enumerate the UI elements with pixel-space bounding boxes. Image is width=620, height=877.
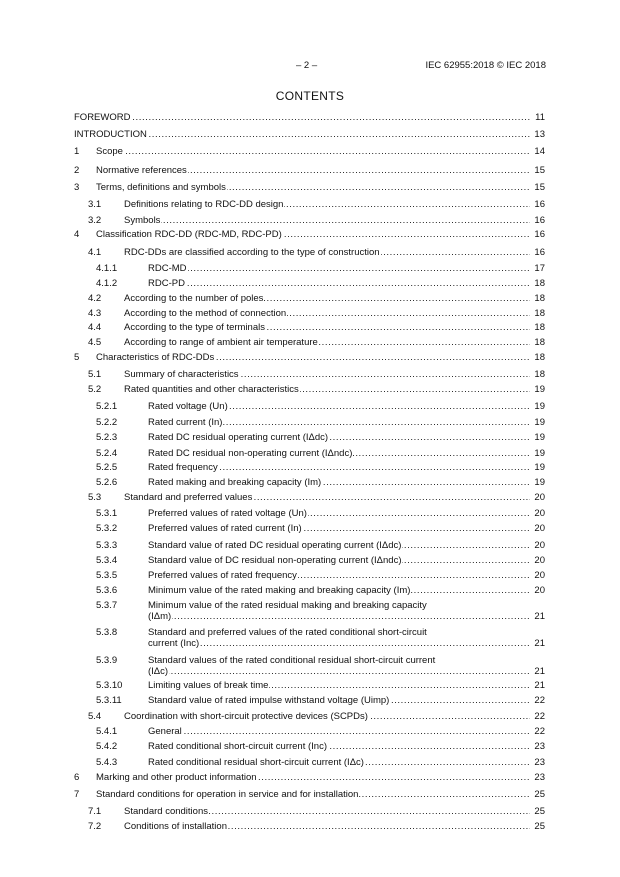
toc-entry-number: 3.1 — [88, 199, 102, 210]
toc-entry-number: 5.2.4 — [96, 448, 118, 459]
toc-entry-page: 23 — [529, 741, 545, 752]
toc-entry-title: Marking and other product information — [96, 772, 257, 783]
toc-entry-title: Rated quantities and other characteristics — [124, 384, 299, 395]
toc-entry-title: Standard values of the rated conditional residual short-circuit current — [148, 655, 436, 666]
toc-entry-title: Summary of characteristics — [124, 369, 239, 380]
toc-entry-page: 18 — [529, 369, 545, 380]
toc-entry-number: 5.2.5 — [96, 462, 118, 473]
toc-entry-number: 7 — [74, 789, 80, 800]
toc-entry-page: 23 — [529, 757, 545, 768]
toc-entry-title: current (Inc) — [148, 638, 200, 649]
toc-entry-number: 4.4 — [88, 322, 102, 333]
toc-entry-number: 5.3.4 — [96, 555, 118, 566]
toc-entry-title: RDC-DDs are classified according to the type of construction — [124, 247, 380, 258]
toc-entry-title: Rated frequency — [148, 462, 218, 473]
toc-entry-number: 4 — [74, 229, 80, 240]
toc-entry-page: 17 — [529, 263, 545, 274]
toc-entry-title: Standard value of rated DC residual operating current (IΔdc) — [148, 540, 402, 551]
toc-entry-number: 5.4.1 — [96, 726, 118, 737]
toc-entry-title: FOREWORD — [74, 112, 131, 123]
toc-entry-title: INTRODUCTION — [74, 129, 147, 140]
toc-entry-number: 5.3.6 — [96, 585, 118, 596]
toc-entry-title: Standard value of rated impulse withstand voltage (Uimp) — [148, 695, 390, 706]
toc-entry-title: Rated making and breaking capacity (Im) — [148, 477, 322, 488]
toc-entry-number: 5.2.6 — [96, 477, 118, 488]
toc-entry-title: Scope — [96, 146, 123, 157]
toc-entry-title: Preferred values of rated frequency — [148, 570, 297, 581]
toc-entry-page: 25 — [529, 789, 545, 800]
toc-entry-title: According to the number of poles — [124, 293, 264, 304]
toc-entry-number: 4.1.2 — [96, 278, 118, 289]
toc-entry-number: 7.1 — [88, 806, 102, 817]
toc-entry-title: Normative references — [96, 165, 187, 176]
toc-entry-number: 5.3.11 — [96, 695, 122, 706]
toc-entry-number: 6 — [74, 772, 80, 783]
toc-entry-title: Standard and preferred values of the rated conditional short-circuit — [148, 627, 427, 638]
toc-entry-title: General — [148, 726, 182, 737]
toc-entry-number: 7.2 — [88, 821, 102, 832]
toc-entry-number: 4.5 — [88, 337, 102, 348]
toc-entry-page: 20 — [529, 523, 545, 534]
toc-entry-page: 16 — [529, 199, 545, 210]
toc-entry-page: 22 — [529, 695, 545, 706]
toc-entry-title: (IΔm) — [148, 611, 172, 622]
toc-entry-page: 19 — [529, 432, 545, 443]
toc-entry-page: 18 — [529, 352, 545, 363]
toc-entry-number: 5.2.2 — [96, 417, 118, 428]
toc-entry-number: 5.4.3 — [96, 757, 118, 768]
toc-entry-page: 18 — [529, 293, 545, 304]
toc-entry-number: 3.2 — [88, 215, 102, 226]
toc-entry-title: Standard conditions for operation in service and for installation — [96, 789, 359, 800]
toc-entry-page: 21 — [529, 638, 545, 649]
toc-entry-number: 1 — [74, 146, 80, 157]
toc-entry-number: 4.1 — [88, 247, 102, 258]
toc-entry-page: 11 — [529, 112, 545, 123]
toc-entry-title: Rated conditional residual short-circuit current (IΔc) — [148, 757, 364, 768]
toc-entry-title: Symbols — [124, 215, 161, 226]
toc-entry-page: 13 — [529, 129, 545, 140]
toc-entry-page: 18 — [529, 308, 545, 319]
toc-entry-page: 16 — [529, 229, 545, 240]
toc-entry-title: Rated DC residual non-operating current (IΔndc) — [148, 448, 353, 459]
toc-entry-page: 22 — [529, 726, 545, 737]
toc-entry-title: According to the type of terminals — [124, 322, 265, 333]
toc-entry-number: 4.1.1 — [96, 263, 118, 274]
toc-entry-number: 4.3 — [88, 308, 102, 319]
toc-entry-title: Minimum value of the rated residual making and breaking capacity — [148, 600, 427, 611]
toc-entry-number: 5.2.1 — [96, 401, 118, 412]
toc-entry-page: 19 — [529, 448, 545, 459]
toc-entry-page: 20 — [529, 555, 545, 566]
toc-entry-title: Rated current (In) — [148, 417, 223, 428]
toc-entry-number: 5.4 — [88, 711, 102, 722]
toc-entry-title: Standard and preferred values — [124, 492, 253, 503]
toc-entry-title: Terms, definitions and symbols — [96, 182, 226, 193]
toc-entry-number: 5.2.3 — [96, 432, 118, 443]
toc-entry-page: 22 — [529, 711, 545, 722]
toc-entry-title: Conditions of installation — [124, 821, 227, 832]
toc-entry-title: Standard conditions — [124, 806, 208, 817]
toc-entry-page: 19 — [529, 417, 545, 428]
toc-entry-title: Coordination with short-circuit protective devices (SCPDs) — [124, 711, 368, 722]
page-header — [0, 60, 620, 74]
toc-entry-page: 20 — [529, 585, 545, 596]
toc-entry-title: Preferred values of rated current (In) — [148, 523, 302, 534]
toc-entry-number: 5.3.9 — [96, 655, 118, 666]
toc-entry-title: Preferred values of rated voltage (Un) — [148, 508, 307, 519]
toc-entry-number: 5.4.2 — [96, 741, 118, 752]
toc-entry-page: 16 — [529, 215, 545, 226]
toc-entry-number: 3 — [74, 182, 80, 193]
toc-entry-page: 18 — [529, 337, 545, 348]
toc-entry-number: 5 — [74, 352, 80, 363]
toc-entry-title: Minimum value of the rated making and breaking capacity (Im) — [148, 585, 411, 596]
toc-entry-title: RDC-PD — [148, 278, 185, 289]
page-number: – 2 – — [296, 60, 318, 71]
toc-entry-page: 19 — [529, 384, 545, 395]
toc-entry-number: 5.2 — [88, 384, 102, 395]
toc-entry-title: Classification RDC-DD (RDC-MD, RDC-PD) — [96, 229, 282, 240]
toc-entry-page: 21 — [529, 680, 545, 691]
toc-entry-title: RDC-MD — [148, 263, 187, 274]
toc-entry-page: 20 — [529, 492, 545, 503]
toc-entry-page: 14 — [529, 146, 545, 157]
toc-entry-number: 2 — [74, 165, 80, 176]
toc-entry-page: 15 — [529, 165, 545, 176]
contents-title: CONTENTS — [275, 89, 345, 103]
toc-entry-page: 18 — [529, 322, 545, 333]
toc-entry-page: 15 — [529, 182, 545, 193]
toc-entry-title: According to range of ambient air temperature — [124, 337, 318, 348]
toc-entry-page: 20 — [529, 570, 545, 581]
toc-entry-title: Limiting values of break time — [148, 680, 269, 691]
toc-entry-page: 19 — [529, 401, 545, 412]
toc-entry-title: Definitions relating to RDC-DD design — [124, 199, 284, 210]
toc-entry-page: 18 — [529, 278, 545, 289]
toc-entry-title: Rated conditional short-circuit current (Inc) — [148, 741, 327, 752]
toc-entry-page: 21 — [529, 666, 545, 677]
toc-entry-page: 21 — [529, 611, 545, 622]
toc-entry-page: 19 — [529, 477, 545, 488]
toc-entry-number: 5.3.10 — [96, 680, 123, 691]
toc-entry-number: 5.3.1 — [96, 508, 118, 519]
toc-entry-page: 20 — [529, 540, 545, 551]
standard-identifier: IEC 62955:2018 © IEC 2018 — [425, 60, 546, 71]
toc-entry-number: 5.3.5 — [96, 570, 118, 581]
toc-entry-title: (IΔc) — [148, 666, 169, 677]
toc-entry-page: 25 — [529, 806, 545, 817]
toc-entry-title: Rated voltage (Un) — [148, 401, 228, 412]
toc-entry-number: 5.3.2 — [96, 523, 118, 534]
toc-entry-number: 5.3.3 — [96, 540, 118, 551]
toc-entry-title: Standard value of DC residual non-operating current (IΔndc) — [148, 555, 402, 566]
toc-entry-number: 5.1 — [88, 369, 102, 380]
toc-entry-page: 19 — [529, 462, 545, 473]
toc-entry-number: 5.3.7 — [96, 600, 118, 611]
toc-entry-page: 20 — [529, 508, 545, 519]
toc-entry-title: Rated DC residual operating current (IΔdc) — [148, 432, 329, 443]
toc-entry-title: According to the method of connection — [124, 308, 287, 319]
toc-entry-number: 5.3 — [88, 492, 102, 503]
toc-entry-number: 4.2 — [88, 293, 102, 304]
toc-entry-page: 25 — [529, 821, 545, 832]
toc-entry-number: 5.3.8 — [96, 627, 118, 638]
toc-entry-title: Characteristics of RDC-DDs — [96, 352, 215, 363]
toc-entry-page: 16 — [529, 247, 545, 258]
toc-entry-page: 23 — [529, 772, 545, 783]
